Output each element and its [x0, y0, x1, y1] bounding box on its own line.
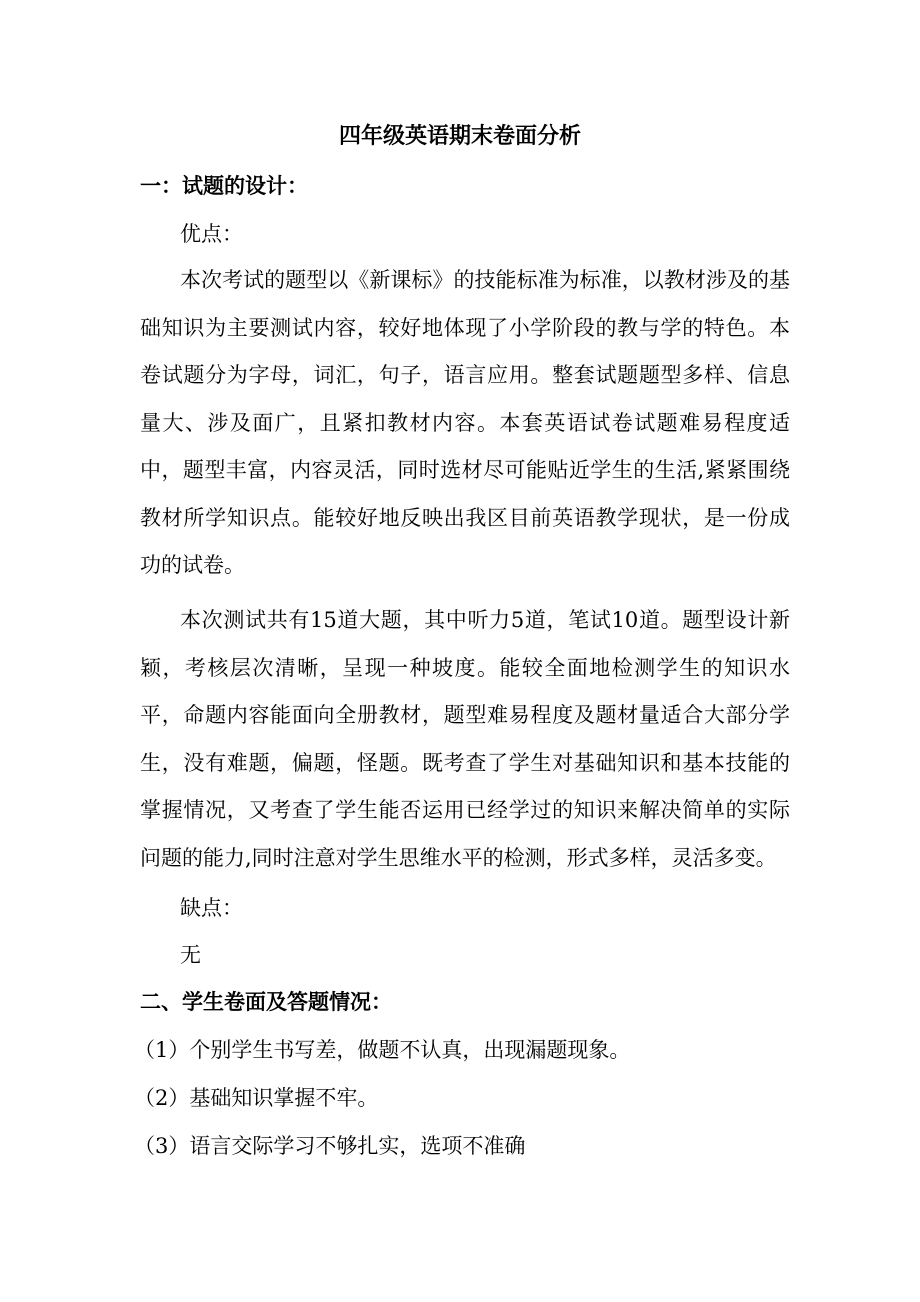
advantages-paragraph-2: 本次测试共有15道大题，其中听力5道，笔试10道。题型设计新颖，考核层次清晰，呈现一种坡度。能较全面地检测学生的知识水平，命题内容能面向全册教材，题型难易程度及题材量适合大部分学生，没有难题，偏题，怪题。既考查了学生对基础知识和基本技能的掌握情况，又考查了学生能否运用已经学过的知识来解决简单的实际问题的能力,同时注意对学生思维水平的检测，形式多样，灵活多变。 — [140, 608, 790, 870]
list-item: （2）基础知识掌握不牢。 — [134, 1086, 379, 1110]
section2-heading: 二、学生卷面及答题情况： — [140, 989, 392, 1014]
disadvantages-label: 缺点： — [180, 896, 243, 920]
list-item: （1）个别学生书写差，做题不认真，出现漏题现象。 — [134, 1038, 631, 1062]
disadvantages-text: 无 — [180, 943, 201, 967]
section1-heading: 一：试题的设计： — [140, 173, 308, 198]
list-item: （3）语言交际学习不够扎实，选项不准确 — [134, 1134, 526, 1158]
advantages-paragraph-1: 本次考试的题型以《新课标》的技能标准为标准，以教材涉及的基础知识为主要测试内容，较好地体现了小学阶段的教与学的特色。本卷试题分为字母，词汇，句子，语言应用。整套试题题型多样、信息量大、涉及面广，且紧扣教材内容。本套英语试卷试题难易程度适中，题型丰富，内容灵活，同时选材尽可能贴近学生的生活,紧紧围绕教材所学知识点。能较好地反映出我区目前英语教学现状，是一份成功的试卷。 — [140, 268, 790, 577]
advantages-label: 优点： — [180, 222, 243, 246]
document-title: 四年级英语期末卷面分析 — [338, 123, 581, 149]
